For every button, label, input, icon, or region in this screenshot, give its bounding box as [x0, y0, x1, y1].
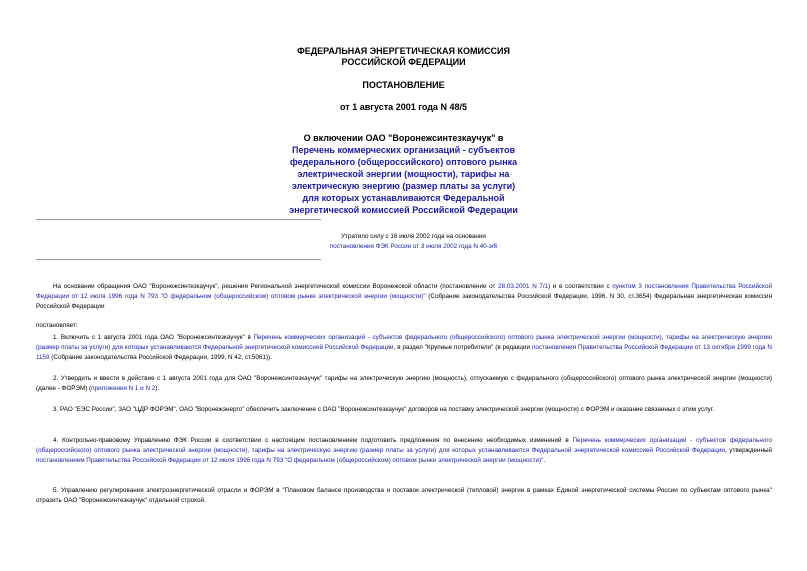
basis-paragraph: [36, 282, 772, 312]
item-1-text-3: (Собрание законодательства Российской Федерации, 1999, N 42, ст.5061)).: [49, 354, 272, 361]
title-line-1: О включении ОАО "Воронежсинтезкаучук" в: [303, 133, 504, 143]
status-note: [250, 232, 577, 252]
divider-top: [36, 219, 321, 220]
basis-link-gov-decree-793[interactable]: пунктом 3 постановления Правительства Российской Федерации от 12 июля 1996 года N 793 "О федеральном (общероссийском) оптовом рынке электрической энергии (мощности)": [36, 283, 772, 300]
basis-text-2: ) и в соответствии с: [548, 283, 613, 290]
document-title: [0, 132, 807, 216]
item-1-text-1: 1. Включить с 1 августа 2001 года ОАО "Воронежсинтезкаучук" в: [53, 334, 254, 341]
item-2-link-appendices[interactable]: приложения N 1 и N 2: [91, 385, 156, 392]
divider-bottom: [36, 259, 321, 260]
item-4-text-3: .: [543, 457, 546, 464]
document-type: ПОСТАНОВЛЕНИЕ: [362, 80, 445, 90]
item-1-link-decree-1159[interactable]: постановления Правительства Российской Федерации от 13 октября 1999 года N 1159: [36, 344, 772, 361]
document-date: от 1 августа 2001 года N 48/5: [340, 102, 467, 112]
item-1: [36, 333, 772, 363]
basis-text-3: (Собрание законодательства Российской Федерации, 1996, N 30, ст.3654) Федеральная энергетическая комиссия Российской Федерации: [36, 293, 772, 310]
decides-line: постановляет:: [36, 322, 78, 329]
basis-text-1: На основании обращения ОАО "Воронежсинтезкаучук", решения Региональной энергетической комиссии Воронежской области (постановление от: [53, 283, 499, 290]
item-2: [36, 374, 772, 394]
issuer-line-2: РОССИЙСКОЙ ФЕДЕРАЦИИ: [341, 57, 466, 67]
item-3: [36, 405, 772, 415]
title-link-line-2[interactable]: Перечень коммерческих организаций - субъектов: [292, 145, 515, 155]
issuer-line-1: ФЕДЕРАЛЬНАЯ ЭНЕРГЕТИЧЕСКАЯ КОМИССИЯ: [297, 46, 510, 56]
item-4-text-1: 4. Контрольно-правовому Управлению ФЭК России в соответствии с настоящим постановлением подготовить предложения по внесению необходимых изменений в: [53, 437, 573, 444]
item-5-text: 5. Управлению регулирования электроэнергетической отрасли и ФОРЭМ в "Плановом балансе производства и поставок электрической (тепловой) энергии в рамках Единой энергетической системы России по субъектам оптового рынка" отразить ОАО "Воронежсинтезкаучук" отдельной строкой.: [36, 487, 772, 504]
title-link-line-3[interactable]: федерального (общероссийского) оптового рынка: [289, 157, 518, 167]
item-1-text-2: , в раздел "Крупные потребители" (в редакции: [393, 344, 532, 351]
item-2-text-1: 2. Утвердить и ввести в действие с 1 августа 2001 года для ОАО "Воронежсинтезкаучук" тарифы на электрическую энергию (мощность), отпускаемую с федерального (общероссийского) оптового рынка электрической энергии (мощности) (далее - ФОРЭМ) (: [36, 375, 772, 392]
item-4-link-decree-793[interactable]: постановлением Правительства Российской Федерации от 12 июля 1996 года N 793 "О федеральном (общероссийском) оптовом рынке электрической энергии (мощности)": [36, 457, 544, 464]
title-link-line-5[interactable]: электрическую энергию (размер платы за услуги): [291, 181, 516, 191]
item-3-text: 3. РАО "ЕЭС России", ЗАО "ЦДР ФОРЭМ", ОАО "Воронежэнерго" обеспечить заключение с ОАО "Воронежсинтезкаучук" договоров на поставку электрической энергии (мощности) с ФОРЭМ и оказание связанных с этим услуг.: [53, 406, 715, 413]
title-link-line-7[interactable]: энергетической комиссией Российской Федерации: [289, 205, 518, 215]
item-4-link-list[interactable]: Перечень коммерческих организаций - субъектов федерального (общероссийского) оптового рынка электрической энергии (мощности), тарифы на электрическую энергию (размер платы за услуги) для которых устанавливаются Федеральной энергетической комиссией Российской Федерации: [36, 437, 773, 454]
title-link-line-6[interactable]: для которых устанавливаются Федеральной: [302, 193, 505, 203]
item-1-link-list[interactable]: Перечень коммерческих организаций - субъектов федерального (общероссийского) оптового рынка электрической энергии (мощности), тарифы на электрическую энергию (размер платы за услуги) для которых устанавливаются Федеральной энергетической комиссией Российской Федерации: [36, 334, 772, 351]
status-note-link[interactable]: постановления ФЭК России от 3 июля 2002 года N 40-э/6: [329, 243, 498, 250]
title-link-line-4[interactable]: электрической энергии (мощности), тарифы на: [297, 169, 510, 179]
item-2-text-2: ).: [155, 385, 160, 392]
item-5: [36, 486, 772, 506]
status-note-text: Утратило силу с 16 июля 2002 года на основании: [341, 233, 486, 240]
basis-link-rek-decision[interactable]: 28.03.2001 N 7/1: [498, 283, 549, 290]
item-4: [36, 436, 772, 466]
item-4-text-2: , утвержденный: [724, 447, 772, 454]
